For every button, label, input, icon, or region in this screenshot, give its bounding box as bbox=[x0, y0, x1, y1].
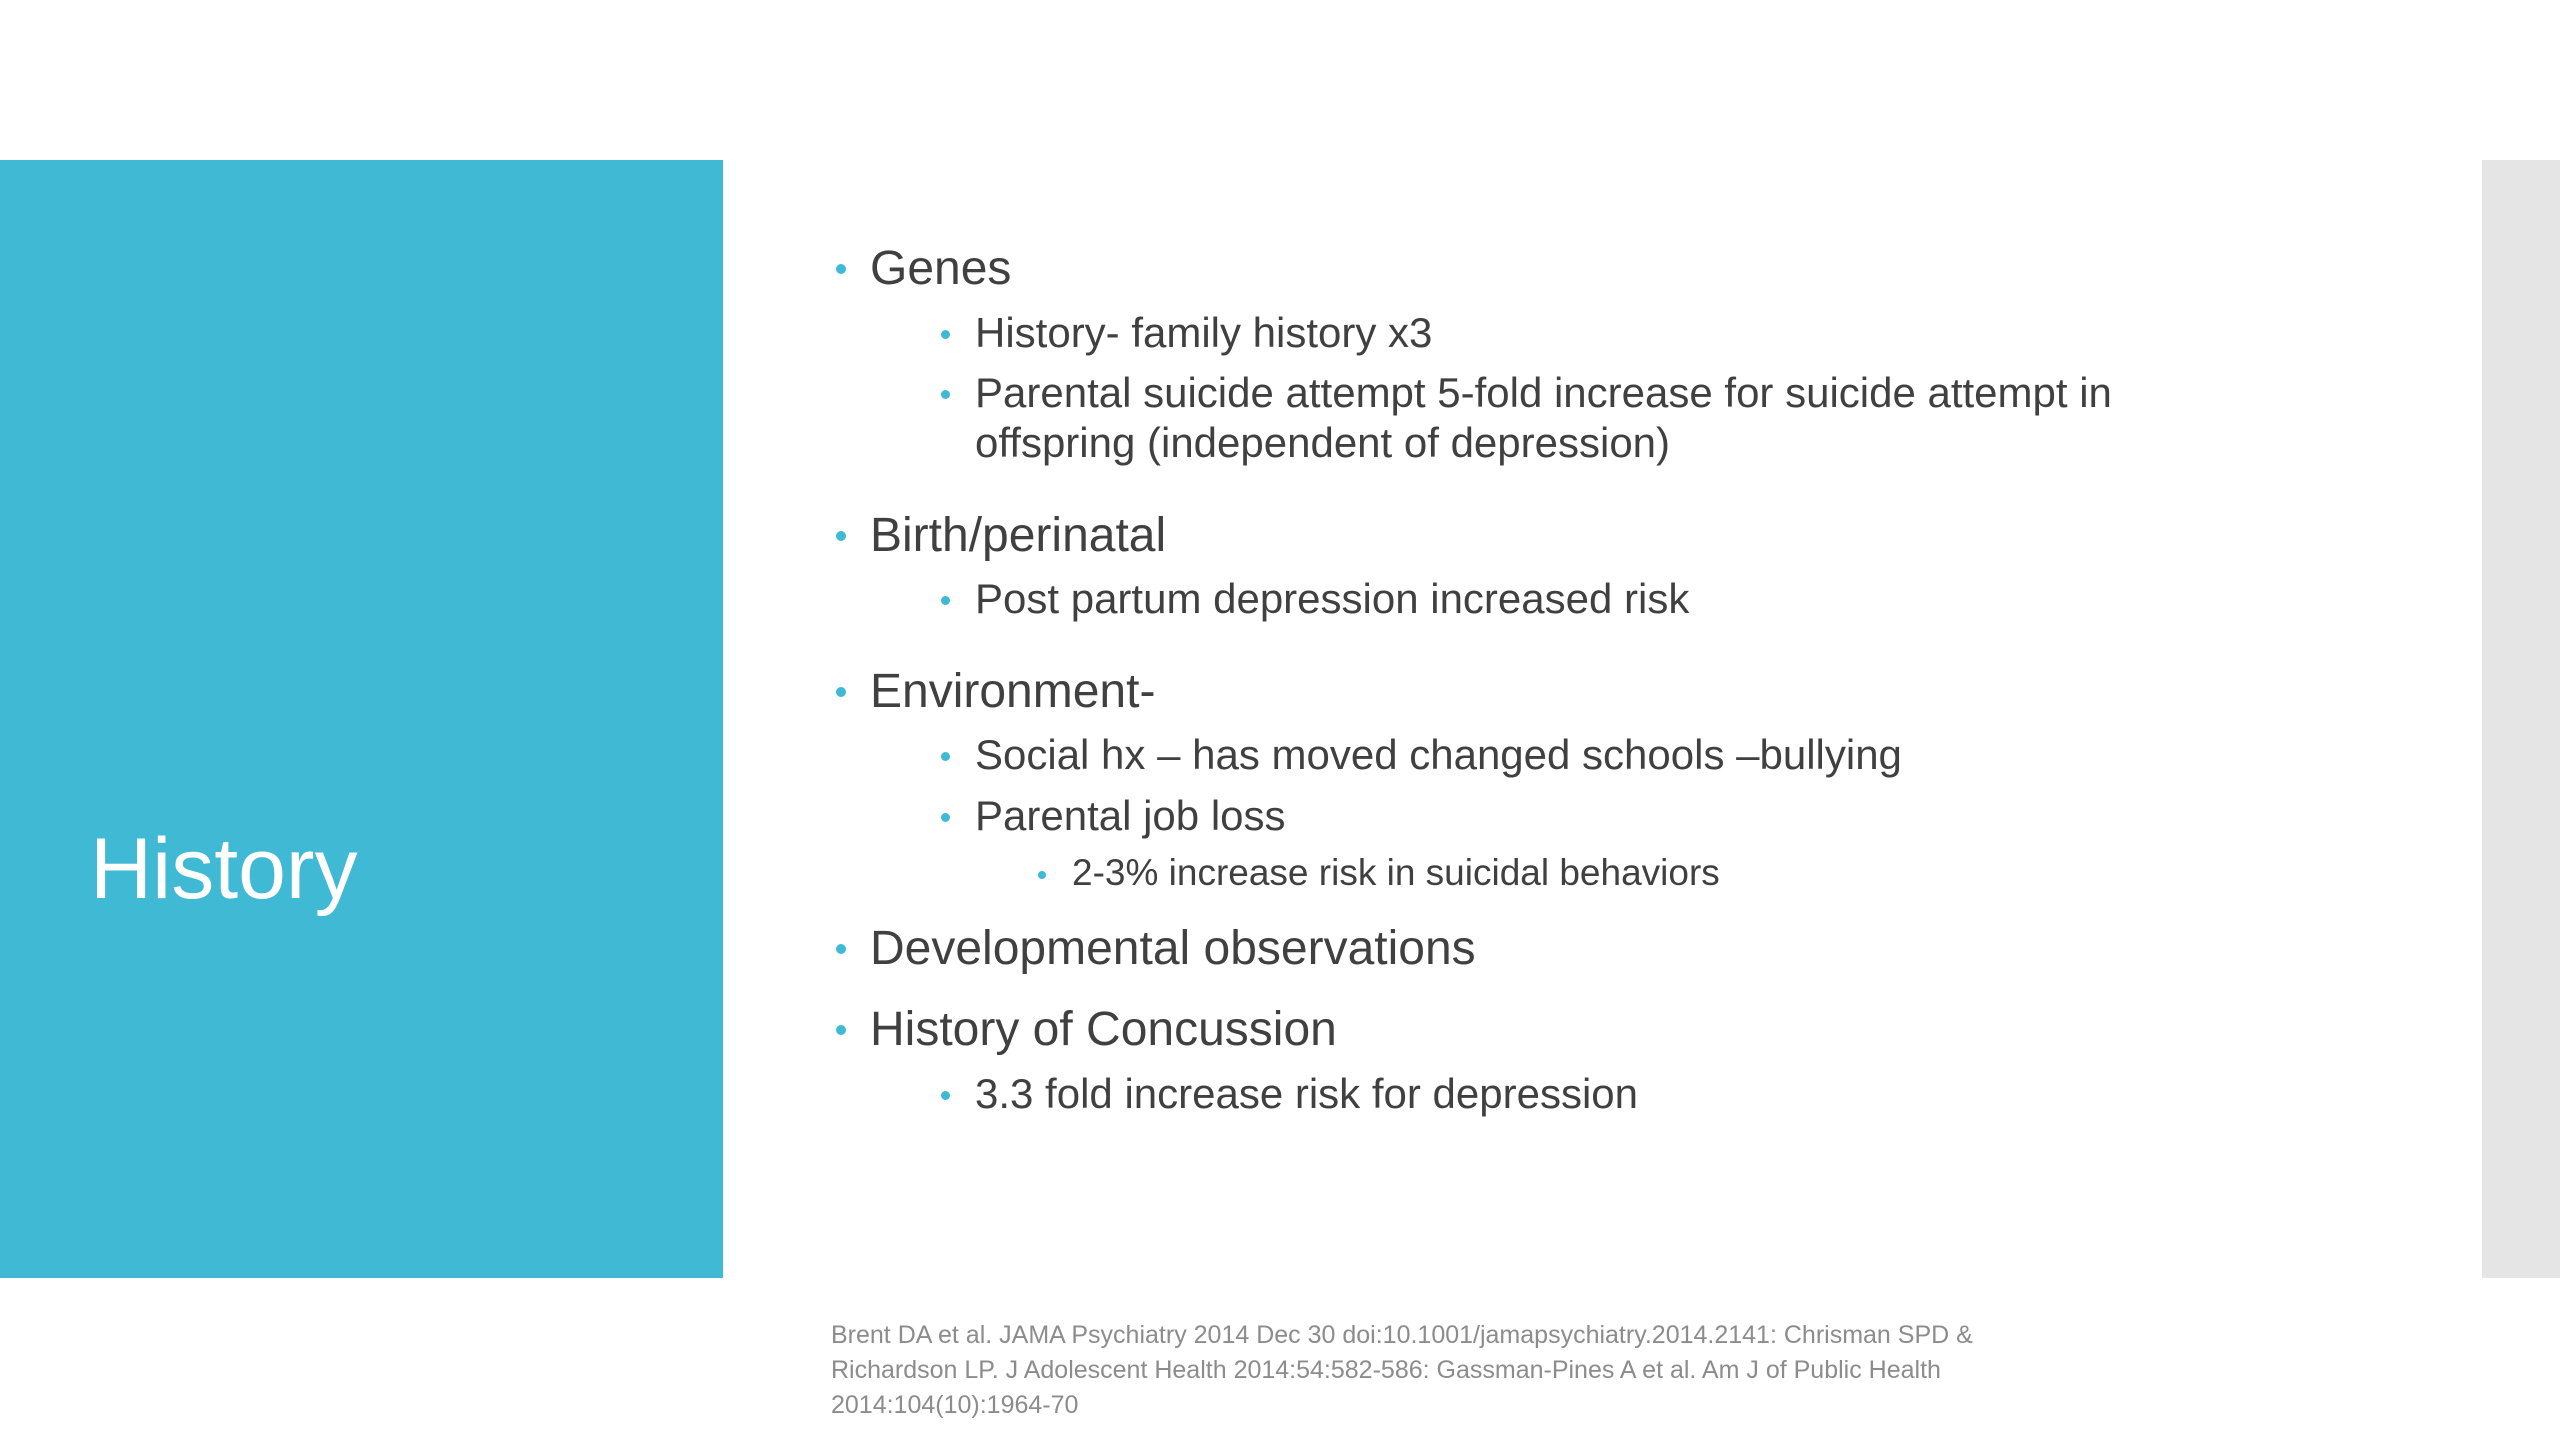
right-edge-panel bbox=[2482, 160, 2560, 1278]
sub-bullet-parental-job-loss: Parental job loss bbox=[830, 791, 2250, 841]
bullet-list bbox=[830, 240, 2250, 1119]
sub-bullet-post-partum: Post partum depression increased risk bbox=[830, 574, 2250, 624]
title-panel bbox=[0, 160, 723, 1278]
sub-bullet-parental-suicide-attempt: Parental suicide attempt 5-fold increase for suicide attempt in offspring (independent of depression) bbox=[830, 368, 2250, 469]
bullet-birth-perinatal: Birth/perinatal bbox=[830, 507, 2250, 565]
sub-bullet-concussion-depression-risk: 3.3 fold increase risk for depression bbox=[830, 1069, 2250, 1119]
bullet-genes: Genes bbox=[830, 240, 2250, 298]
bullet-developmental-observations: Developmental observations bbox=[830, 920, 2250, 978]
sub-bullet-family-history: History- family history x3 bbox=[830, 308, 2250, 358]
sub-bullet-social-hx: Social hx – has moved changed schools –bullying bbox=[830, 730, 2250, 780]
bullet-history-of-concussion: History of Concussion bbox=[830, 1001, 2250, 1059]
slide-title: History bbox=[90, 821, 358, 917]
sub-sub-bullet-suicidal-behaviors: 2-3% increase risk in suicidal behaviors bbox=[830, 851, 2250, 895]
references: Brent DA et al. JAMA Psychiatry 2014 Dec 30 doi:10.1001/jamapsychiatry.2014.2141: Chrisman SPD & Richardson LP. J Adolescent Health 2014:54:582-586: Gassman-Pines A et al. Am J of Public Health 2014:104(10):1964-70 bbox=[831, 1321, 1973, 1419]
bullet-environment: Environment- bbox=[830, 663, 2250, 721]
